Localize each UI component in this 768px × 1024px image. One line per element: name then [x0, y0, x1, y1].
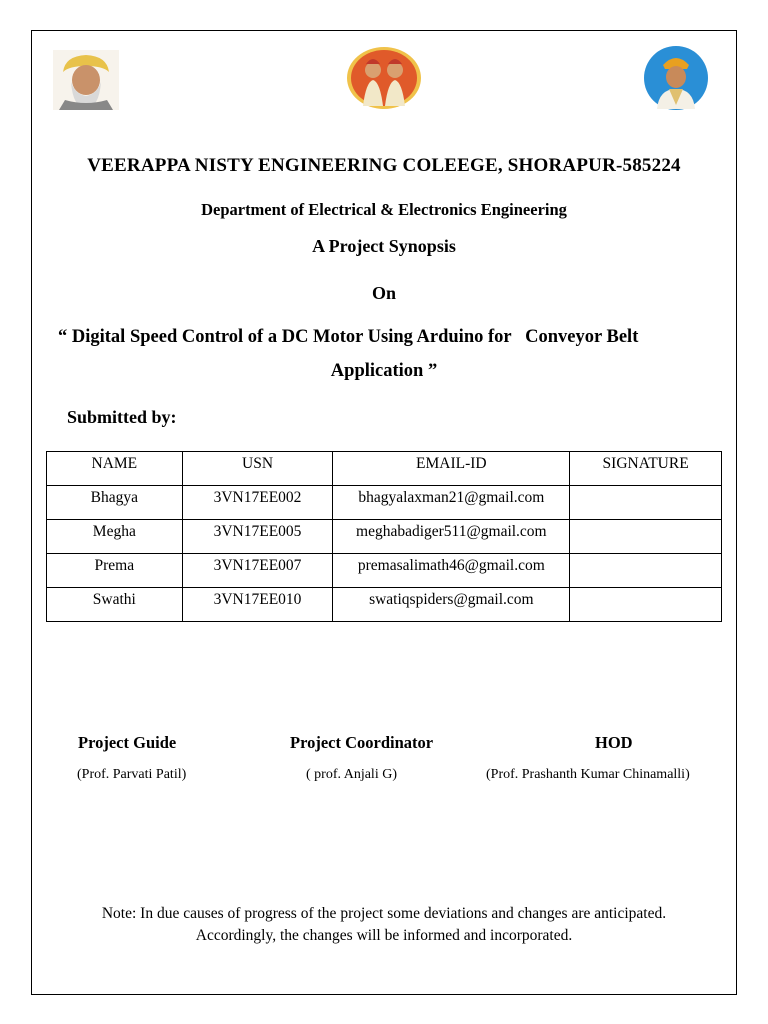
project-title-line1: “ Digital Speed Control of a DC Motor Using Arduino for Conveyor Belt: [58, 327, 639, 347]
note-line1: Note: In due causes of progress of the project some deviations and changes are anticipated.: [101, 905, 667, 922]
cell-email: premasalimath46@gmail.com: [333, 554, 570, 588]
members-table: [46, 451, 722, 622]
table-header-row: [47, 452, 722, 486]
cell-signature: [570, 588, 722, 622]
header-signature: SIGNATURE: [570, 452, 722, 486]
college-name: VEERAPPA NISTY ENGINEERING COLEEGE, SHORAPUR-585224: [87, 155, 681, 176]
header-usn: USN: [182, 452, 333, 486]
table-row: [47, 554, 722, 588]
department-name: Department of Electrical & Electronics Engineering: [201, 200, 567, 219]
header-email: EMAIL-ID: [333, 452, 570, 486]
hod-name: (Prof. Prashanth Kumar Chinamalli): [486, 767, 690, 782]
submitted-by-label: Submitted by:: [67, 407, 177, 427]
project-title-line2: Application ”: [330, 361, 438, 381]
left-portrait-logo: [53, 50, 119, 110]
right-portrait-logo: [643, 45, 709, 111]
cell-usn: 3VN17EE002: [182, 486, 333, 520]
table-row: [47, 520, 722, 554]
cell-email: meghabadiger511@gmail.com: [333, 520, 570, 554]
on-label: On: [371, 283, 396, 303]
cell-signature: [570, 520, 722, 554]
document-type: A Project Synopsis: [312, 236, 456, 256]
cell-name: Bhagya: [47, 486, 183, 520]
hod-label: HOD: [595, 733, 633, 752]
project-guide-label: Project Guide: [78, 733, 177, 752]
note-line2: Accordingly, the changes will be informed and incorporated.: [195, 927, 573, 944]
cell-usn: 3VN17EE007: [182, 554, 333, 588]
header-name: NAME: [47, 452, 183, 486]
cell-email: bhagyalaxman21@gmail.com: [333, 486, 570, 520]
project-coordinator-label: Project Coordinator: [290, 733, 434, 752]
table-row: [47, 588, 722, 622]
center-deity-logo: [346, 46, 422, 110]
table-row: [47, 486, 722, 520]
cell-name: Megha: [47, 520, 183, 554]
project-guide-name: (Prof. Parvati Patil): [77, 767, 187, 782]
cell-signature: [570, 486, 722, 520]
cell-name: Swathi: [47, 588, 183, 622]
project-coordinator-name: ( prof. Anjali G): [306, 767, 397, 782]
cell-signature: [570, 554, 722, 588]
cell-name: Prema: [47, 554, 183, 588]
cell-usn: 3VN17EE005: [182, 520, 333, 554]
note: [0, 903, 768, 947]
cell-email: swatiqspiders@gmail.com: [333, 588, 570, 622]
cell-usn: 3VN17EE010: [182, 588, 333, 622]
